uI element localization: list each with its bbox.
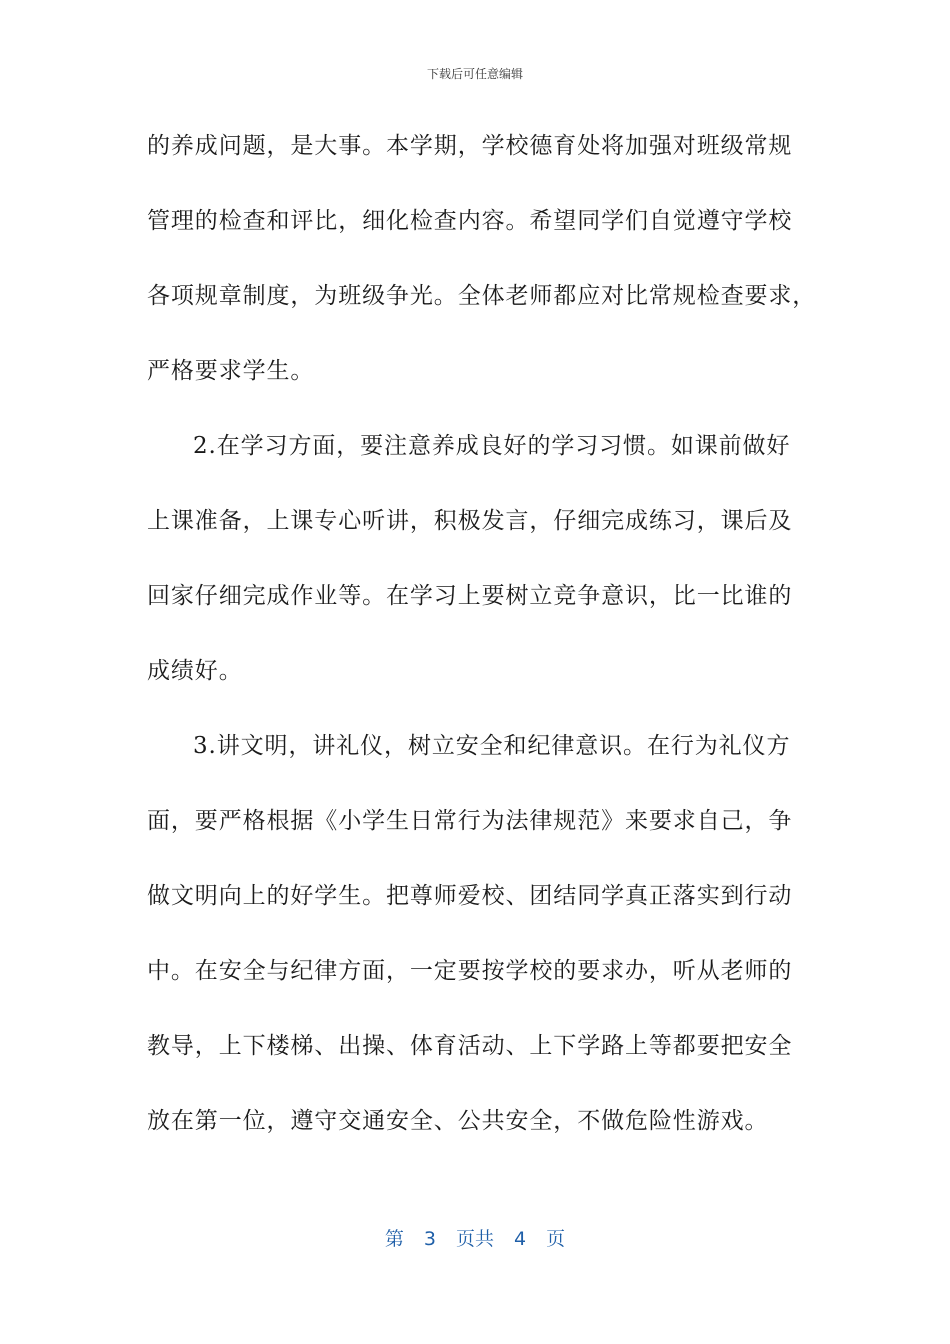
text-line: 管理的检查和评比，细化检查内容。希望同学们自觉遵守学校 <box>147 208 793 234</box>
text-line: 做文明向上的好学生。把尊师爱校、团结同学真正落实到行动 <box>147 883 793 909</box>
page-header: 下载后可任意编辑 <box>426 67 523 81</box>
page-number-footer: 第 3 页共 4 页 <box>384 1228 566 1250</box>
text-line: 的养成问题，是大事。本学期，学校德育处将加强对班级常规 <box>147 133 793 159</box>
text-line: 放在第一位，遵守交通安全、公共安全，不做危险性游戏。 <box>147 1108 769 1134</box>
paragraph-start-line: 3.讲文明，讲礼仪，树立安全和纪律意识。在行为礼仪方 <box>193 733 791 759</box>
text-line: 面，要严格根据《小学生日常行为法律规范》来要求自己，争 <box>147 808 793 834</box>
paragraph-start-line: 2.在学习方面，要注意养成良好的学习习惯。如课前做好 <box>193 433 791 459</box>
text-line: 中。在安全与纪律方面，一定要按学校的要求办，听从老师的 <box>147 958 793 984</box>
text-line: 严格要求学生。 <box>147 358 315 384</box>
text-line: 成绩好。 <box>147 658 243 684</box>
text-line: 教导，上下楼梯、出操、体育活动、上下学路上等都要把安全 <box>147 1033 793 1059</box>
text-line: 上课准备，上课专心听讲，积极发言，仔细完成练习，课后及 <box>147 508 793 534</box>
text-line: 回家仔细完成作业等。在学习上要树立竞争意识，比一比谁的 <box>147 583 793 609</box>
text-line: 各项规章制度，为班级争光。全体老师都应对比常规检查要求， <box>147 283 817 309</box>
document-body <box>147 122 817 1172</box>
